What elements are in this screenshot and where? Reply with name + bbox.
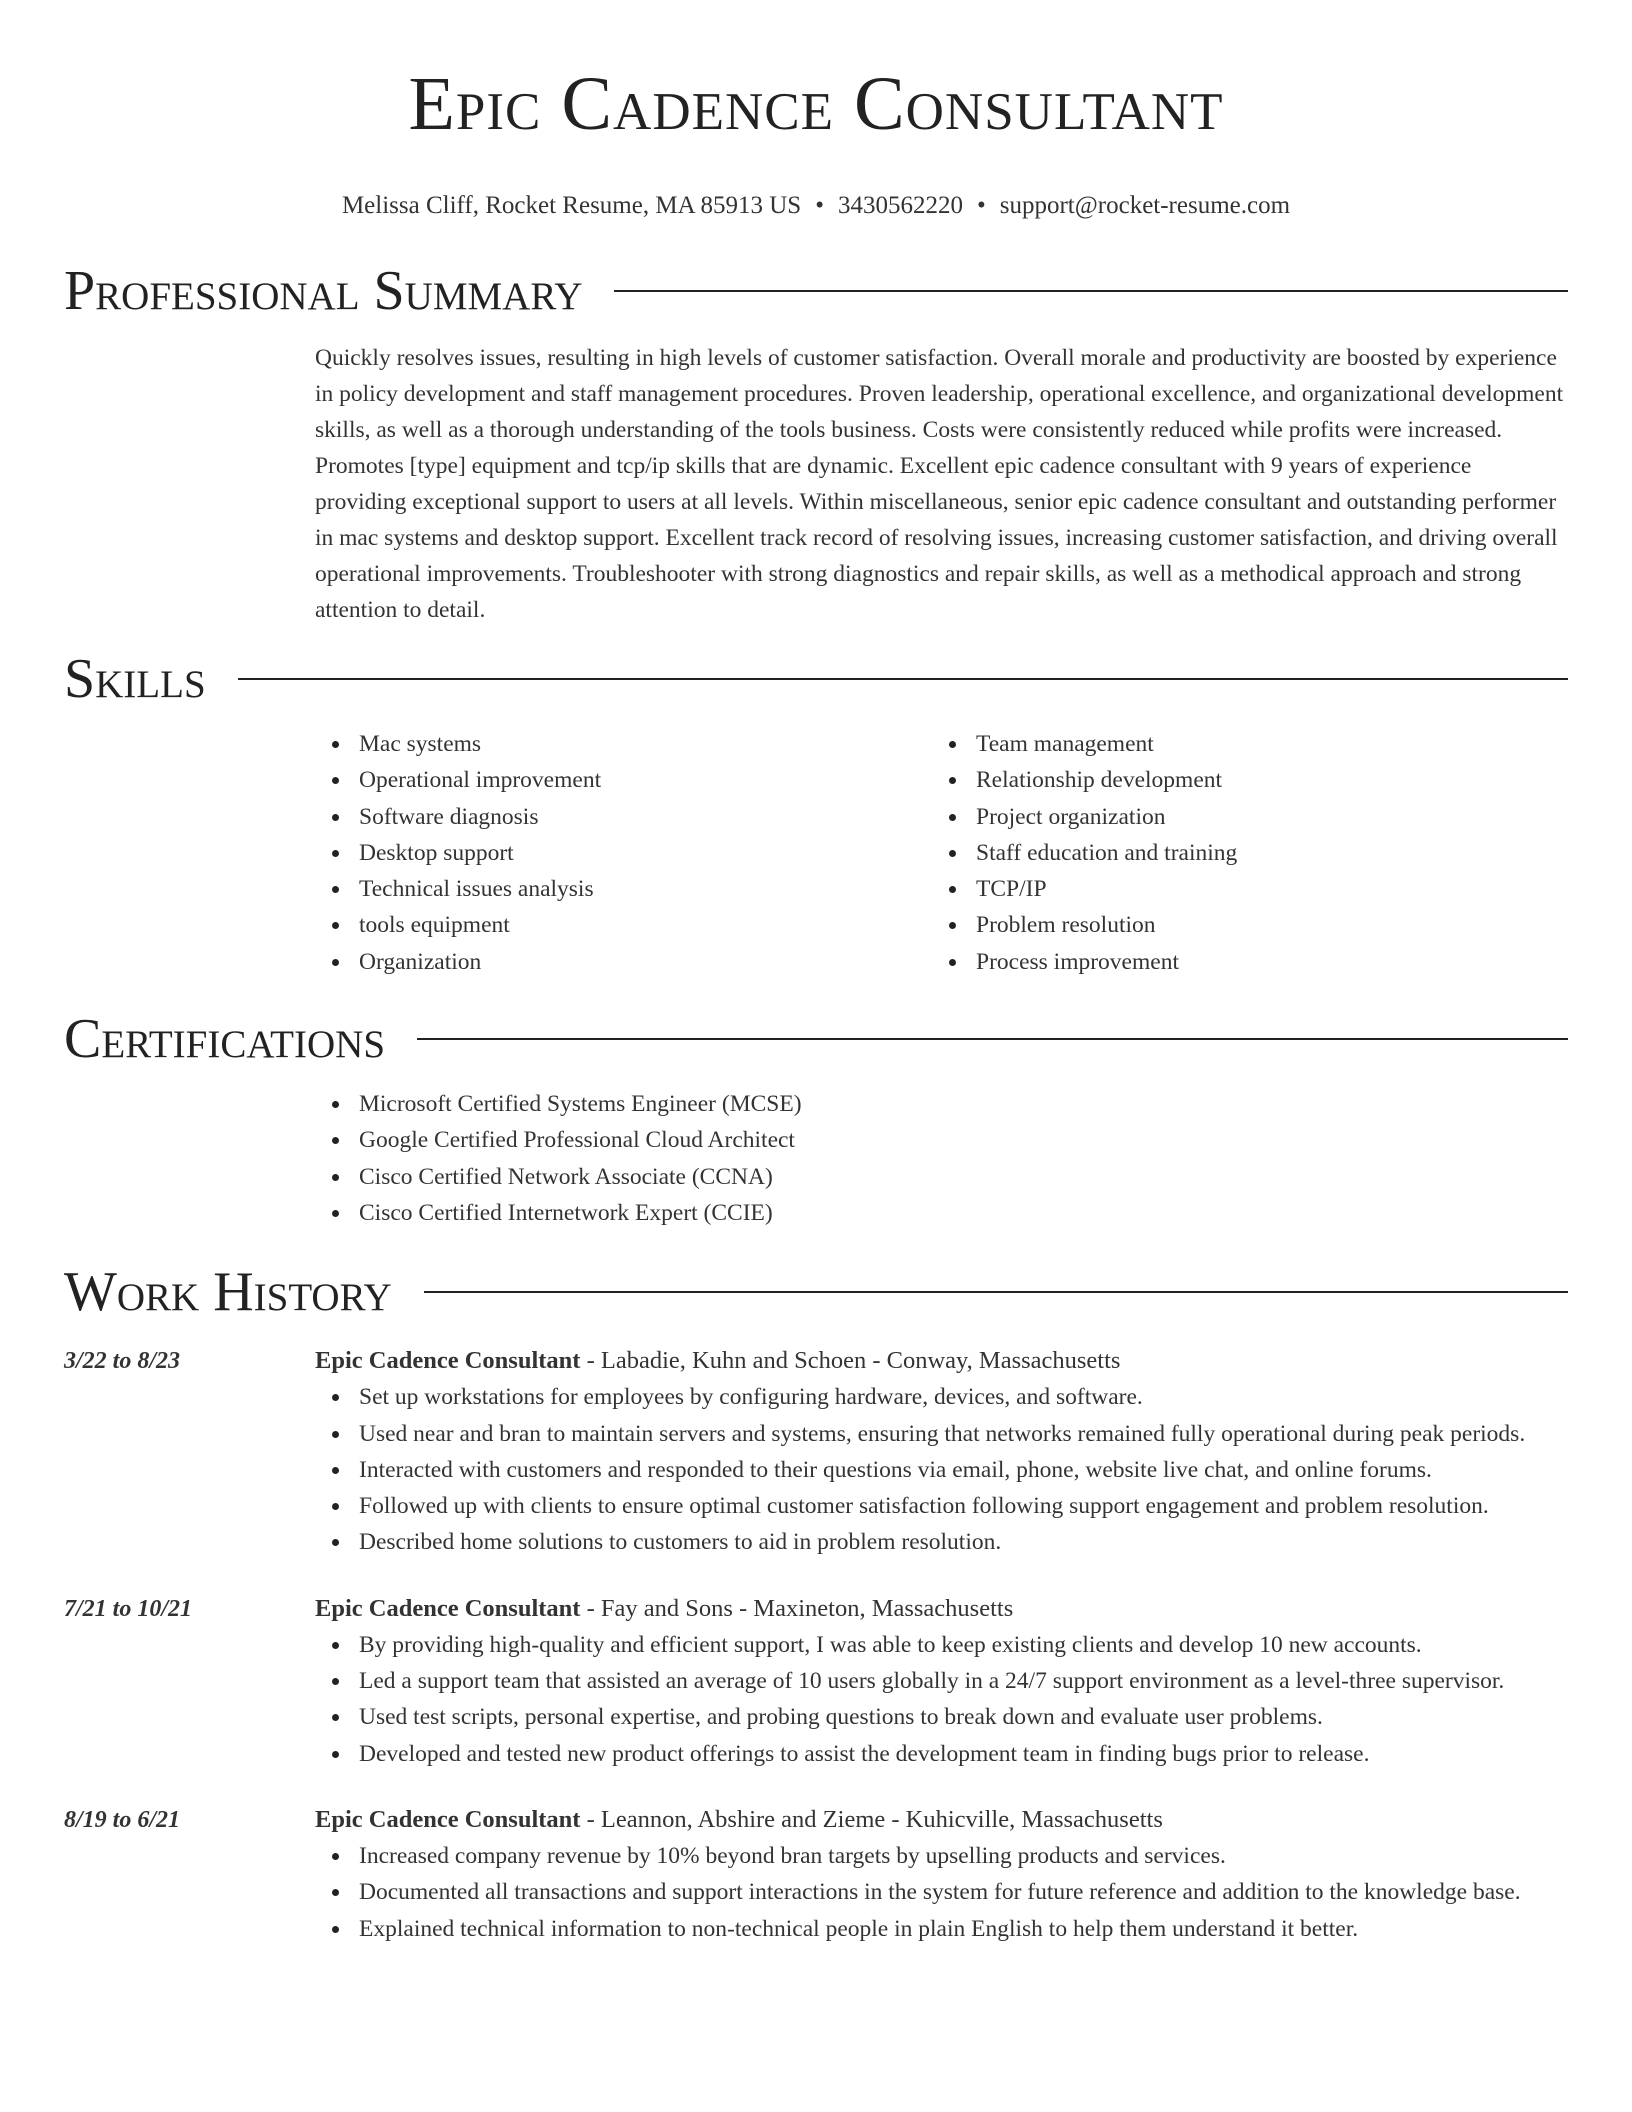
work-history-list	[64, 1343, 1568, 1947]
job-details	[315, 1591, 1568, 1772]
job-bullet: Followed up with clients to ensure optimal customer satisfaction following support engagement and problem resolution.	[315, 1488, 1568, 1524]
job-bullet: Increased company revenue by 10% beyond bran targets by upselling products and services.	[315, 1838, 1568, 1874]
section-divider	[417, 1038, 1568, 1040]
contact-line	[0, 190, 1632, 222]
summary-text: Quickly resolves issues, resulting in high levels of customer satisfaction. Overall morale and productivity are boosted by experience in policy development and staff management procedures. Proven leadership, operational excellence, and organizational development skills, as well as a thorough understanding of the tools business. Costs were consistently reduced while profits were increased. Promotes [type] equipment and tcp/ip skills that are dynamic. Excellent epic cadence consultant with 9 years of experience providing exceptional support to users at all levels. Within miscellaneous, senior epic cadence consultant and outstanding performer in mac systems and desktop support. Excellent track record of resolving issues, increasing customer satisfaction, and driving overall operational improvements. Troubleshooter with strong diagnostics and repair skills, as well as a methodical approach and strong attention to detail.	[315, 345, 1564, 623]
section-divider	[238, 678, 1568, 680]
job-bullet: By providing high-quality and efficient support, I was able to keep existing clients and develop 10 new accounts.	[315, 1627, 1568, 1663]
job-bullet: Set up workstations for employees by configuring hardware, devices, and software.	[315, 1379, 1568, 1415]
skill-item: Process improvement	[932, 944, 1549, 980]
job-dates: 3/22 to 8/23	[64, 1348, 181, 1375]
contact-phone: 3430562220	[837, 192, 963, 219]
job-bullet: Interacted with customers and responded to their questions via email, phone, website live chat, and online forums.	[315, 1452, 1568, 1488]
job-bullet: Used near and bran to maintain servers and systems, ensuring that networks remained fully operational during peak periods.	[315, 1416, 1568, 1452]
skill-item: Mac systems	[315, 726, 932, 762]
job-heading	[315, 1343, 1568, 1379]
summary-body	[315, 340, 1568, 628]
skill-item: Problem resolution	[932, 907, 1549, 943]
certification-item: Cisco Certified Internetwork Expert (CCIE)	[315, 1195, 1568, 1231]
job-employer-location: - Leannon, Abshire and Zieme - Kuhicville, Massachusetts	[580, 1805, 1163, 1833]
section-title-certifications: Certifications	[64, 1008, 386, 1071]
skills-list-left	[315, 726, 932, 980]
job-role: Epic Cadence Consultant	[315, 1594, 581, 1622]
job-employer-location: - Fay and Sons - Maxineton, Massachusetts	[580, 1594, 1014, 1622]
job-bullet: Explained technical information to non-technical people in plain English to help them understand it better.	[315, 1911, 1568, 1947]
skill-item: Desktop support	[315, 835, 932, 871]
skill-item: Organization	[315, 944, 932, 980]
certification-item: Microsoft Certified Systems Engineer (MCSE)	[315, 1086, 1568, 1122]
skill-item: Staff education and training	[932, 835, 1549, 871]
skill-item: Relationship development	[932, 762, 1549, 798]
job-bullet-list	[315, 1838, 1568, 1947]
job-heading	[315, 1591, 1568, 1627]
job-bullet: Described home solutions to customers to aid in problem resolution.	[315, 1524, 1568, 1560]
work-history-section	[64, 1257, 1568, 1947]
section-title-work-history: Work History	[64, 1261, 392, 1324]
job-dates: 8/19 to 6/21	[64, 1806, 181, 1833]
section-heading-row	[64, 1257, 1568, 1327]
skill-item: TCP/IP	[932, 871, 1549, 907]
job-role: Epic Cadence Consultant	[315, 1805, 581, 1833]
skills-grid	[315, 726, 1568, 980]
resume-title: Epic Cadence Consultant	[408, 62, 1224, 146]
job-employer-location: - Labadie, Kuhn and Schoen - Conway, Massachusetts	[580, 1347, 1121, 1375]
job-bullet: Led a support team that assisted an average of 10 users globally in a 24/7 support environment as a level-three supervisor.	[315, 1663, 1568, 1699]
section-heading-row	[64, 644, 1568, 714]
job-bullet: Developed and tested new product offerings to assist the development team in finding bugs prior to release.	[315, 1736, 1568, 1772]
certification-item: Google Certified Professional Cloud Architect	[315, 1122, 1568, 1158]
job-bullet: Documented all transactions and support interactions in the system for future reference and addition to the knowledge base.	[315, 1874, 1568, 1910]
certification-item: Cisco Certified Network Associate (CCNA)	[315, 1159, 1568, 1195]
resume-header	[0, 0, 1632, 222]
job-role: Epic Cadence Consultant	[315, 1347, 581, 1375]
job-heading	[315, 1802, 1568, 1838]
job-bullet: Used test scripts, personal expertise, and probing questions to break down and evaluate user problems.	[315, 1699, 1568, 1735]
contact-separator: •	[815, 192, 824, 219]
skills-section	[64, 644, 1568, 980]
certifications-body	[315, 1086, 1568, 1231]
job-bullet-list	[315, 1627, 1568, 1772]
section-heading-row	[64, 1004, 1568, 1074]
skill-item: Technical issues analysis	[315, 871, 932, 907]
job-dates: 7/21 to 10/21	[64, 1595, 193, 1622]
section-title-skills: Skills	[64, 648, 206, 710]
section-divider	[424, 1291, 1568, 1293]
section-divider	[614, 290, 1568, 292]
job-details	[315, 1343, 1568, 1560]
certifications-section	[64, 1004, 1568, 1231]
job-bullet-list	[315, 1379, 1568, 1560]
skill-item: Team management	[932, 726, 1549, 762]
section-title-summary: Professional Summary	[64, 260, 583, 322]
job-entry	[64, 1343, 1568, 1560]
skills-list-right	[932, 726, 1549, 980]
skill-item: tools equipment	[315, 907, 932, 943]
job-entry	[64, 1591, 1568, 1772]
job-entry	[64, 1802, 1568, 1947]
job-details	[315, 1802, 1568, 1947]
contact-separator: •	[976, 192, 986, 219]
skill-item: Operational improvement	[315, 762, 932, 798]
certifications-list	[315, 1086, 1568, 1231]
summary-section	[64, 256, 1568, 628]
skill-item: Project organization	[932, 799, 1549, 835]
skill-item: Software diagnosis	[315, 799, 932, 835]
contact-email: support@rocket-resume.com	[999, 192, 1291, 219]
section-heading-row	[64, 256, 1568, 326]
contact-address: Melissa Cliff, Rocket Resume, MA 85913 US	[341, 192, 802, 219]
